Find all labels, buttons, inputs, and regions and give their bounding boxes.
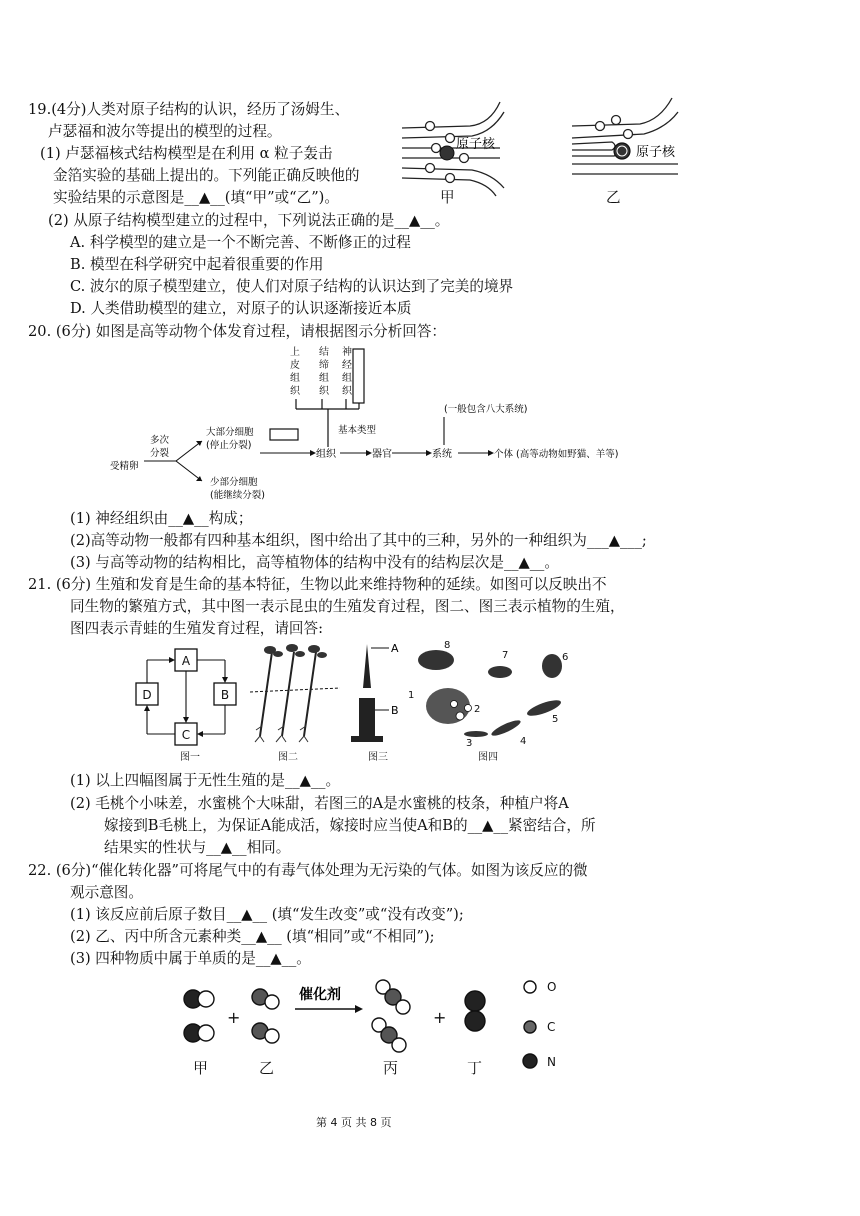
graft-scion-label: A	[391, 642, 399, 655]
product-bing-label: 丙	[383, 1059, 399, 1077]
q19-option-c: C. 波尔的原子模型建立，使人们对原子结构的认识达到了完美的境界	[70, 278, 514, 295]
q22-line1: 22. (6分)“催化转化器”可将尾气中的有毒气体处理为无污染的气体。如图为该反应的微	[28, 862, 588, 879]
q21-line2: 同生物的繁殖方式，其中图一表示昆虫的生殖发育过程，图二、图三表示植物的生殖，	[70, 598, 625, 615]
plant-cuttings-figure	[250, 640, 340, 745]
q21-part2-line2: 嫁接到B毛桃上，为保证A能成活，嫁接时应当使A和B的__▲__紧密结合，所	[104, 817, 596, 834]
q19-part1-line2: 金箔实验的基础上提出的。下列能正确反映他的	[53, 167, 360, 184]
page-footer: 第 4 页 共 8 页	[316, 1116, 392, 1129]
q19-option-b: B. 模型在科学研究中起着很重要的作用	[70, 256, 324, 273]
basic-type-label: 基本类型	[338, 425, 377, 436]
q19-option-d: D. 人类借助模型的建立，对原子的认识逐渐接近本质	[70, 300, 412, 317]
most-cells-label: 大部分细胞	[206, 427, 254, 438]
fertilized-egg-label: 受精卵	[110, 461, 139, 472]
organ-node: 器官	[372, 449, 392, 460]
legend-oxygen: O	[547, 980, 557, 994]
q19-part1-line1: (1) 卢瑟福核式结构模型是在利用 α 粒子轰击	[40, 145, 333, 162]
stop-division-label: (停止分裂)	[206, 440, 252, 451]
legend-nitrogen: N	[547, 1055, 556, 1069]
frog-stage-1: 1	[408, 690, 415, 701]
continue-division-label: (能继续分裂)	[210, 490, 265, 501]
q19-part2: (2) 从原子结构模型建立的过程中，下列说法正确的是__▲__。	[48, 212, 450, 229]
figure-caption-yi: 乙	[606, 189, 621, 206]
tissue-node: 组织	[316, 449, 336, 460]
nucleus-label-jia: 原子核	[456, 137, 496, 152]
frog-lifecycle-figure	[404, 638, 574, 750]
legend-carbon: C	[547, 1020, 556, 1034]
q22-part3: (3) 四种物质中属于单质的是__▲__。	[70, 950, 311, 967]
q21-part2-line1: (2) 毛桃个小味差，水蜜桃个大味甜，若图三的A是水蜜桃的枝条，种植户将A	[70, 795, 569, 812]
q20-intro: 20. (6分) 如图是高等动物个体发育过程，请根据图示分析回答：	[28, 323, 447, 340]
plus-sign-2: +	[433, 1008, 447, 1027]
frog-stage-2: 2	[474, 704, 481, 715]
figure-caption-jia: 甲	[440, 189, 455, 206]
frog-stage-5: 5	[552, 714, 559, 725]
cycle-box-d: D	[142, 688, 152, 702]
system-node: 系统	[432, 449, 452, 460]
reactant-yi-label: 乙	[259, 1059, 275, 1077]
q19-line2: 卢瑟福和波尔等提出的模型的过程。	[48, 123, 282, 140]
tissue-col-connective: 结缔组织	[319, 347, 329, 397]
rutherford-figure-jia	[400, 98, 510, 198]
tissue-col-epithelial: 上皮组织	[290, 347, 300, 397]
q21-part1: (1) 以上四幅图属于无性生殖的是__▲__。	[70, 772, 341, 789]
plus-sign-1: +	[227, 1008, 241, 1027]
individual-node: 个体 (高等动物如野猫、羊等)	[494, 449, 619, 460]
graft-stock-label: B	[391, 704, 399, 717]
q19-option-a: A. 科学模型的建立是一个不断完善、不断修正的过程	[70, 234, 411, 251]
tissue-col-nerve: 神经组织	[342, 347, 352, 397]
q21-line1: 21. (6分) 生殖和发育是生命的基本特征，生物以此来维持物种的延续。如图可以反映出不	[28, 576, 607, 593]
grafting-figure	[345, 640, 405, 745]
q19-part1-line3: 实验结果的示意图是__▲__(填“甲”或“乙”)。	[53, 189, 339, 206]
q20-part1: (1) 神经组织由__▲__构成；	[70, 510, 253, 527]
q20-part2: (2)高等动物一般都有四种基本组织，图中给出了其中的三种，另外的一种组织为___▲___;	[70, 532, 647, 549]
product-ding-label: 丁	[467, 1059, 483, 1077]
q22-line2: 观示意图。	[70, 884, 143, 901]
figure-two-caption: 图二	[278, 752, 298, 763]
rutherford-figure-yi	[570, 98, 690, 198]
few-cells-label: 少部分细胞	[210, 477, 258, 488]
frog-stage-8: 8	[444, 640, 451, 651]
reaction-micro-diagram	[175, 975, 595, 1080]
cycle-box-a: A	[181, 654, 191, 668]
eight-systems-note: (一般包含八大系统)	[444, 404, 528, 415]
cycle-box-c: C	[181, 728, 191, 742]
catalyst-label: 催化剂	[299, 987, 341, 1003]
q21-line3: 图四表示青蛙的生殖发育过程，请回答:	[70, 620, 324, 637]
frog-stage-6: 6	[562, 652, 569, 663]
q22-part1: (1) 该反应前后原子数目__▲__ (填“发生改变”或“没有改变”);	[70, 906, 464, 923]
insect-lifecycle-diagram	[130, 645, 245, 760]
animal-development-diagram	[110, 345, 650, 505]
q20-part3: (3) 与高等动物的结构相比，高等植物体的结构中没有的结构层次是__▲__。	[70, 554, 559, 571]
division-label-2: 分裂	[150, 448, 170, 459]
q21-part2-line3: 结果实的性状与__▲__相同。	[104, 839, 291, 856]
frog-stage-3: 3	[466, 738, 473, 749]
frog-stage-4: 4	[520, 736, 527, 747]
q19-line1: 19.(4分)人类对原子结构的认识，经历了汤姆生、	[28, 101, 350, 118]
figure-three-caption: 图三	[368, 752, 388, 763]
reactant-jia-label: 甲	[193, 1059, 209, 1077]
q22-part2: (2) 乙、丙中所含元素种类__▲__ (填“相同”或“不相同”);	[70, 928, 435, 945]
cycle-box-b: B	[220, 688, 230, 702]
figure-four-caption: 图四	[478, 752, 498, 763]
figure-one-caption: 图一	[180, 752, 200, 763]
nucleus-label-yi: 原子核	[636, 145, 676, 160]
frog-stage-7: 7	[502, 650, 509, 661]
division-label-1: 多次	[150, 435, 170, 446]
